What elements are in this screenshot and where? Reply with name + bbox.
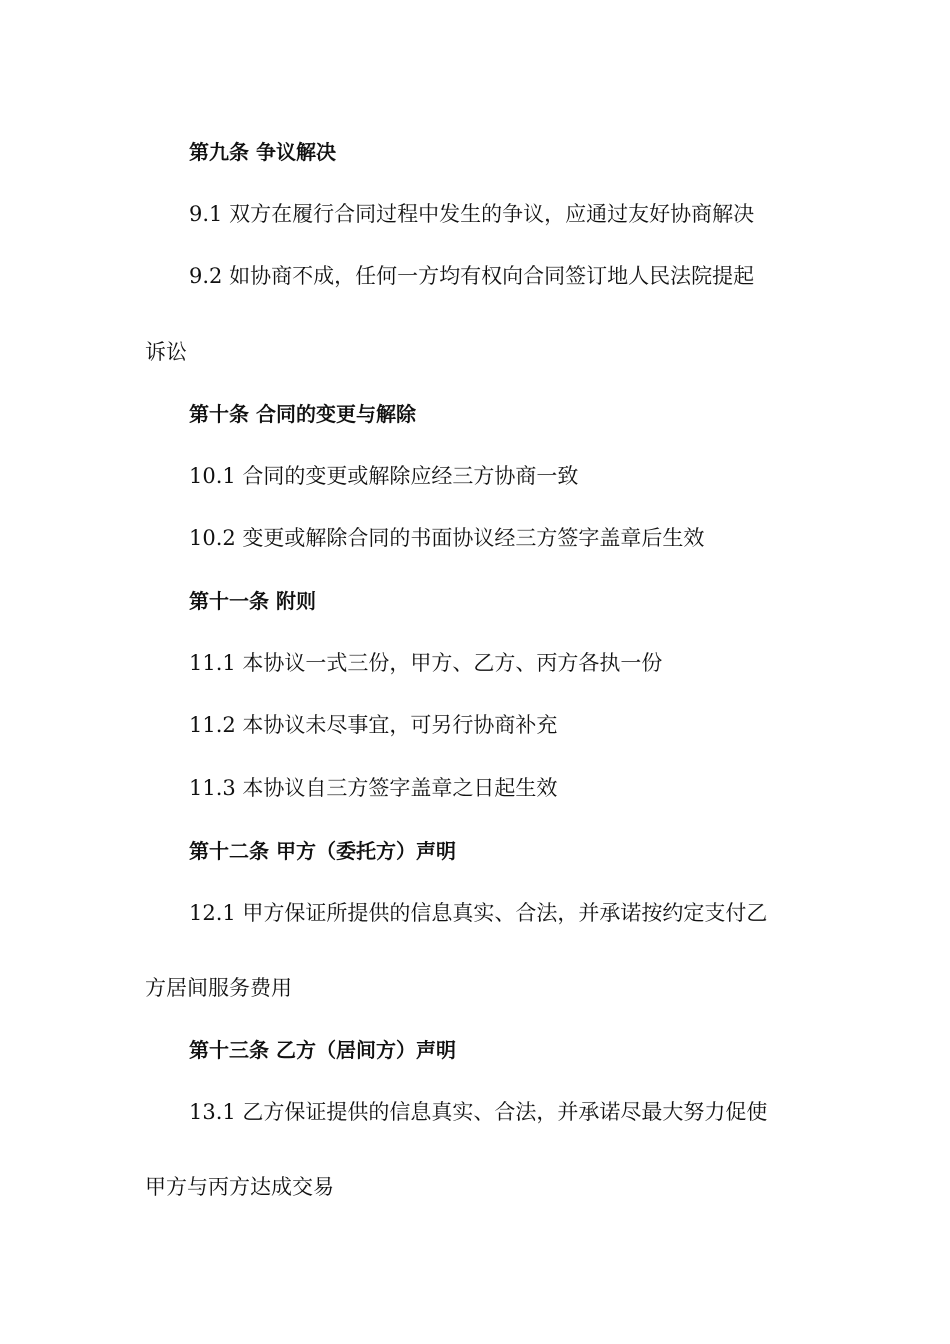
section-heading-9: 第九条 争议解决 — [189, 140, 336, 164]
section-heading-13: 第十三条 乙方（居间方）声明 — [189, 1038, 456, 1062]
clause-10-1: 10.1 合同的变更或解除应经三方协商一致 — [189, 464, 579, 488]
clause-12-1-line1: 12.1 甲方保证所提供的信息真实、合法，并承诺按约定支付乙 — [189, 901, 768, 925]
clause-9-2-line1: 9.2 如协商不成，任何一方均有权向合同签订地人民法院提起 — [189, 264, 755, 288]
clause-9-1: 9.1 双方在履行合同过程中发生的争议，应通过友好协商解决 — [189, 202, 755, 226]
clause-11-1: 11.1 本协议一式三份，甲方、乙方、丙方各执一份 — [189, 651, 663, 675]
clause-11-3: 11.3 本协议自三方签字盖章之日起生效 — [189, 776, 558, 800]
clause-9-2-line2: 诉讼 — [145, 340, 187, 364]
section-heading-10: 第十条 合同的变更与解除 — [189, 402, 416, 426]
section-heading-12: 第十二条 甲方（委托方）声明 — [189, 839, 456, 863]
clause-13-1-line2: 甲方与丙方达成交易 — [145, 1175, 334, 1199]
clause-13-1-line1: 13.1 乙方保证提供的信息真实、合法，并承诺尽最大努力促使 — [189, 1100, 768, 1124]
section-heading-11: 第十一条 附则 — [189, 589, 316, 613]
clause-11-2: 11.2 本协议未尽事宜，可另行协商补充 — [189, 713, 558, 737]
clause-10-2: 10.2 变更或解除合同的书面协议经三方签字盖章后生效 — [189, 526, 705, 550]
clause-12-1-line2: 方居间服务费用 — [145, 976, 292, 1000]
